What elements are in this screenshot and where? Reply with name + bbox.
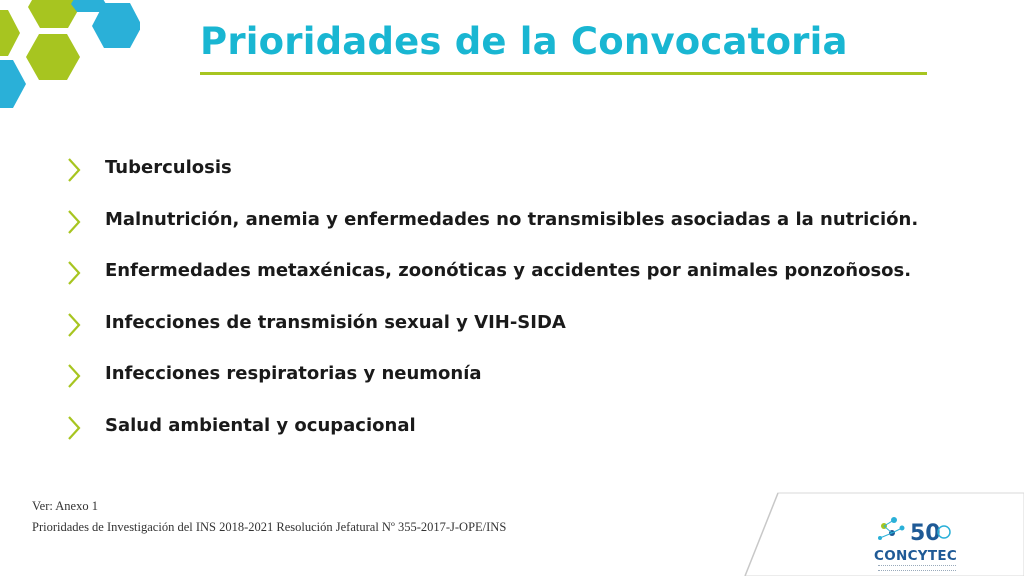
bullet-text: Tuberculosis: [105, 157, 232, 178]
bullet-text: Infecciones respiratorias y neumonía: [105, 363, 482, 384]
anniversary-number: 50: [910, 521, 941, 546]
footer-source: Prioridades de Investigación del INS 2018-2021 Resolución Jefatural Nº 355-2017-J-OPE/INS: [32, 520, 507, 534]
bullet-text: Infecciones de transmisión sexual y VIH-SIDA: [105, 311, 566, 333]
slide-title: Prioridades de la Convocatoria: [200, 20, 848, 63]
bullet-text: Salud ambiental y ocupacional: [105, 414, 416, 436]
logo-wordmark: CONCYTEC: [874, 548, 958, 564]
footer-reference: Ver: Anexo 1: [32, 499, 98, 513]
bullet-text: Enfermedades metaxénicas, zoonóticas y accidentes por animales ponzoñosos.: [105, 260, 912, 281]
molecule-icon: [870, 514, 962, 548]
logo-tagline-decoration: [878, 565, 956, 571]
concytec-logo: [870, 514, 962, 572]
bullet-text: Malnutrición, anemia y enfermedades no transmisibles asociadas a la nutrición.: [105, 208, 919, 230]
